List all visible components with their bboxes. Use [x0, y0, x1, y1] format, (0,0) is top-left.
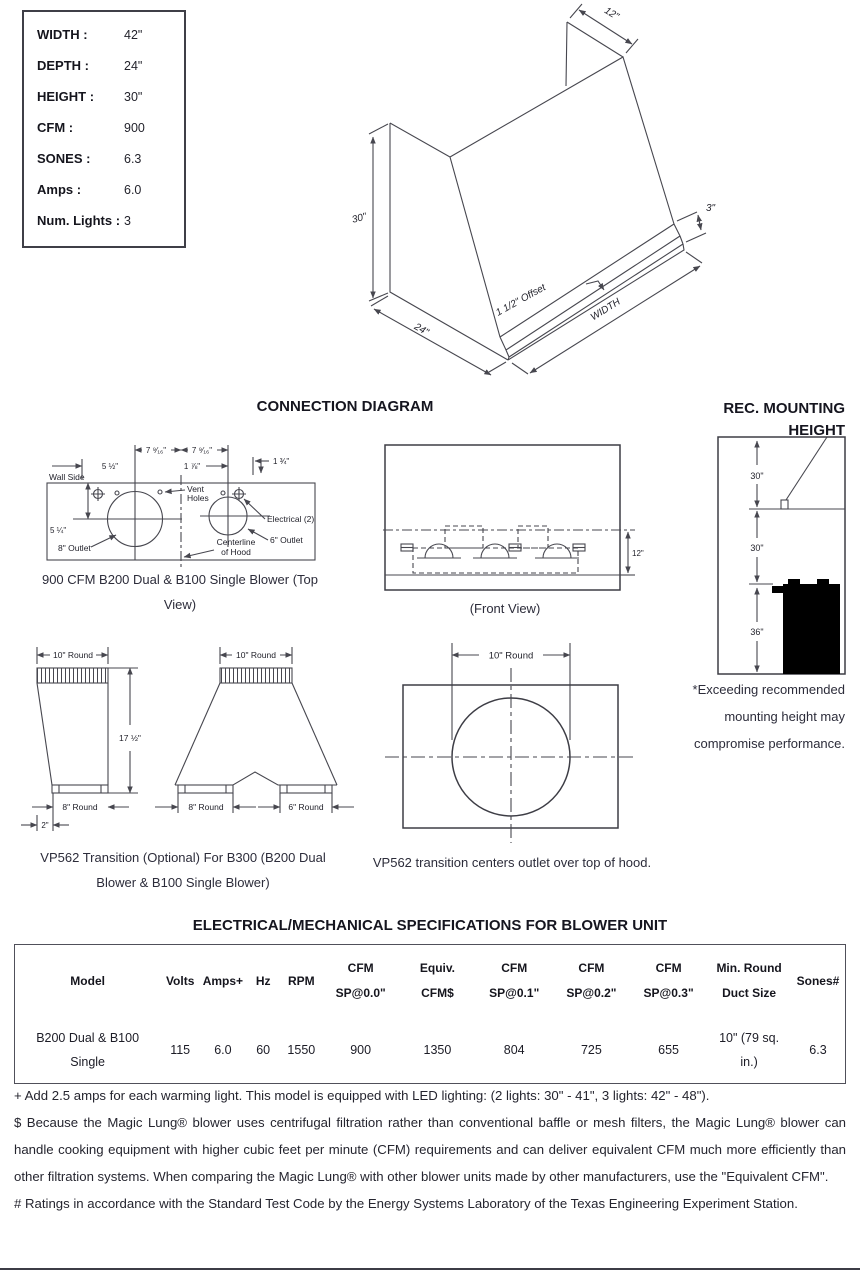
iso-dim-width: WIDTH	[588, 296, 623, 324]
spec-value: 3	[124, 213, 131, 228]
transition-caption	[18, 845, 348, 895]
footnote-equivalent-cfm: $ Because the Magic Lung® blower uses centrifugal filtration rather than conventional baffle or mesh filters, the Magic Lung® blower can handle cooking equipment with higher cubic feet per minute (CFM) requirements and can deliver equivalent CFM much more efficiently than other filtration systems. When comparing the Magic Lung® with other blower units made by other manufacturers, use the "Equivalent CFM".	[14, 1115, 846, 1184]
table-data-row	[15, 1017, 845, 1083]
right-transition-body	[175, 683, 337, 793]
iso-dim-30: 30"	[350, 211, 368, 226]
blower-spec-table	[14, 944, 846, 1084]
iso-dim-24: 24"	[412, 321, 431, 339]
mounting-note-line2: mounting height may	[724, 709, 845, 724]
right-dim-6-round: 6" Round	[288, 802, 324, 812]
spec-value: 42"	[124, 27, 143, 42]
cell-hz: 60	[256, 1043, 271, 1057]
spec-label: Num. Lights :	[37, 213, 121, 228]
outlet-6in-label: 6" Outlet	[270, 535, 303, 545]
range-silhouette	[772, 579, 840, 674]
transition-caption-line1: VP562 Transition (Optional) For B300 (B200 Dual	[40, 850, 326, 865]
transition-caption-line2: Blower & B100 Single Blower)	[96, 875, 270, 890]
spec-row-width	[37, 19, 184, 50]
round-dim-10-label: 10" Round	[488, 650, 534, 662]
vp562-transition-diagram	[20, 645, 360, 837]
col-header-duct-size: Min. Round Duct Size	[716, 961, 782, 1000]
spec-value: 30"	[124, 89, 143, 104]
spec-value: 24"	[124, 58, 143, 73]
col-header-cfm-sp03: CFM SP@0.3"	[643, 961, 694, 1000]
col-header-volts: Volts	[165, 973, 195, 988]
front-dashed-boxes	[413, 526, 578, 573]
spec-value: 6.3	[124, 151, 142, 166]
col-header-equiv-cfm: Equiv. CFM$	[419, 961, 455, 1000]
vent-holes-label-1: Vent	[187, 484, 205, 494]
cell-cfm-sp02: 725	[580, 1043, 602, 1057]
hood-outline	[390, 22, 684, 360]
spec-row-height	[37, 81, 184, 112]
iso-dim-3: 3"	[706, 203, 716, 214]
dim-5-quarter: 5 ¼"	[50, 526, 67, 535]
dim-7-9-16-left: 7 ⁹⁄₁₆"	[145, 446, 167, 455]
mounting-dim-36: 36"	[750, 627, 764, 637]
spec-row-cfm	[37, 112, 184, 143]
spec-label: WIDTH :	[37, 27, 88, 42]
electrical-label: Electrical (2)	[267, 514, 315, 524]
spec-value: 900	[124, 120, 145, 135]
cell-rpm: 1550	[287, 1043, 316, 1057]
spec-label: Amps :	[37, 182, 82, 197]
centerline-label-1: Centerline	[216, 537, 256, 547]
col-header-sones: Sones#	[796, 973, 840, 988]
cell-volts: 115	[170, 1043, 191, 1057]
iso-dimensions	[369, 4, 706, 375]
top-view-caption	[28, 567, 332, 617]
mounting-height-diagram	[715, 434, 847, 680]
connection-diagram-title: CONNECTION DIAGRAM	[256, 398, 434, 415]
col-header-amps: Amps+	[202, 973, 244, 988]
dim-7-9-16-right: 7 ⁹⁄₁₆"	[191, 446, 213, 455]
electrical-symbols	[91, 487, 246, 501]
top-view-caption-line1: 900 CFM B200 Dual & B100 Single Blower (Top	[41, 572, 319, 587]
cell-amps: 6.0	[214, 1043, 232, 1057]
left-dim-8-round: 8" Round	[62, 802, 98, 812]
right-dim-8-round: 8" Round	[188, 802, 224, 812]
col-header-hz: Hz	[255, 973, 271, 988]
cell-model: B200 Dual & B100 Single	[36, 1031, 140, 1069]
col-header-cfm-sp01: CFM SP@0.1"	[489, 961, 540, 1000]
mounting-note-line3: compromise performance.	[694, 736, 845, 751]
vent-holes-label-2: Holes	[187, 493, 209, 503]
cell-cfm-sp03: 655	[658, 1043, 680, 1057]
front-view-diagram	[383, 440, 643, 600]
col-header-rpm: RPM	[287, 973, 315, 988]
mounting-note	[645, 676, 845, 757]
spec-summary-box	[22, 10, 186, 248]
spec-row-depth	[37, 50, 184, 81]
centerline-label-2: of Hood	[221, 547, 251, 557]
blower-humps	[417, 544, 579, 558]
spec-row-sones	[37, 143, 184, 174]
right-dim-10-round: 10" Round	[236, 650, 276, 660]
iso-dim-12: 12"	[602, 5, 621, 23]
left-dim-10-round: 10" Round	[53, 650, 93, 660]
left-dim-17-half: 17 ½"	[119, 733, 141, 743]
cell-cfm-sp01: 804	[503, 1043, 525, 1057]
dim-1-three-quarters: 1 ¾"	[273, 457, 290, 466]
cell-sones: 6.3	[809, 1043, 827, 1057]
hood-profile	[749, 437, 845, 584]
spec-table-title: ELECTRICAL/MECHANICAL SPECIFICATIONS FOR BLOWER UNIT	[192, 917, 668, 934]
footnote-ratings: # Ratings in accordance with the Standard Test Code by the Energy Systems Laboratory of the Texas Engineering Experiment Station.	[14, 1196, 798, 1211]
footnote-amps: + Add 2.5 amps for each warming light. This model is equipped with LED lighting: (2 lights: 30" - 41", 3 lights: 42" - 48").	[14, 1088, 710, 1103]
isometric-hood-drawing	[340, 0, 860, 392]
wall-side-label: Wall Side	[49, 472, 85, 482]
top-view-diagram	[30, 437, 360, 572]
mounting-title-line2: HEIGHT	[788, 422, 845, 439]
spec-row-amps	[37, 174, 184, 205]
left-duct-collar	[37, 668, 108, 683]
right-outlet-dims	[155, 793, 354, 813]
outlet-8in-label: 8" Outlet	[58, 543, 91, 553]
col-header-cfm-sp00: CFM SP@0.0"	[335, 961, 386, 1000]
mounting-dim-30-top: 30"	[750, 471, 764, 481]
left-transition-body	[37, 683, 108, 793]
front-dim-12-label: 12"	[632, 549, 644, 558]
left-dim-2in: 2"	[41, 821, 49, 830]
col-header-model: Model	[70, 973, 105, 988]
spec-label: HEIGHT :	[37, 89, 95, 104]
dim-1-seven-eighths: 1 ⅞"	[183, 462, 201, 471]
mounting-note-line1: *Exceeding recommended	[692, 682, 845, 697]
cell-equiv-cfm: 1350	[423, 1043, 452, 1057]
spec-label: DEPTH :	[37, 58, 89, 73]
mounting-title-line1: REC. MOUNTING	[723, 400, 845, 417]
spec-value: 6.0	[124, 182, 142, 197]
dim-5-half: 5 ½"	[101, 462, 119, 471]
left-height-dim	[108, 668, 138, 793]
bottom-divider	[0, 1268, 860, 1270]
cell-cfm-sp00: 900	[350, 1043, 372, 1057]
cell-duct-size: 10" (79 sq. in.)	[719, 1031, 780, 1069]
spec-label: SONES :	[37, 151, 91, 166]
col-header-cfm-sp02: CFM SP@0.2"	[566, 961, 617, 1000]
front-outline	[385, 445, 620, 590]
top-view-caption-line2: View)	[163, 597, 197, 612]
round-outlet-diagram	[385, 640, 665, 852]
spec-label: CFM :	[37, 120, 74, 135]
spec-row-lights	[37, 205, 184, 236]
iso-offset-label: 1 1/2" Offset	[494, 282, 548, 319]
mounting-dim-30-mid: 30"	[750, 543, 764, 553]
front-view-caption: (Front View)	[469, 601, 541, 616]
round-diagram-caption: VP562 transition centers outlet over top of hood.	[372, 855, 652, 870]
footnotes	[14, 1082, 846, 1217]
right-duct-collar	[220, 668, 292, 683]
table-header-row	[15, 945, 845, 1017]
